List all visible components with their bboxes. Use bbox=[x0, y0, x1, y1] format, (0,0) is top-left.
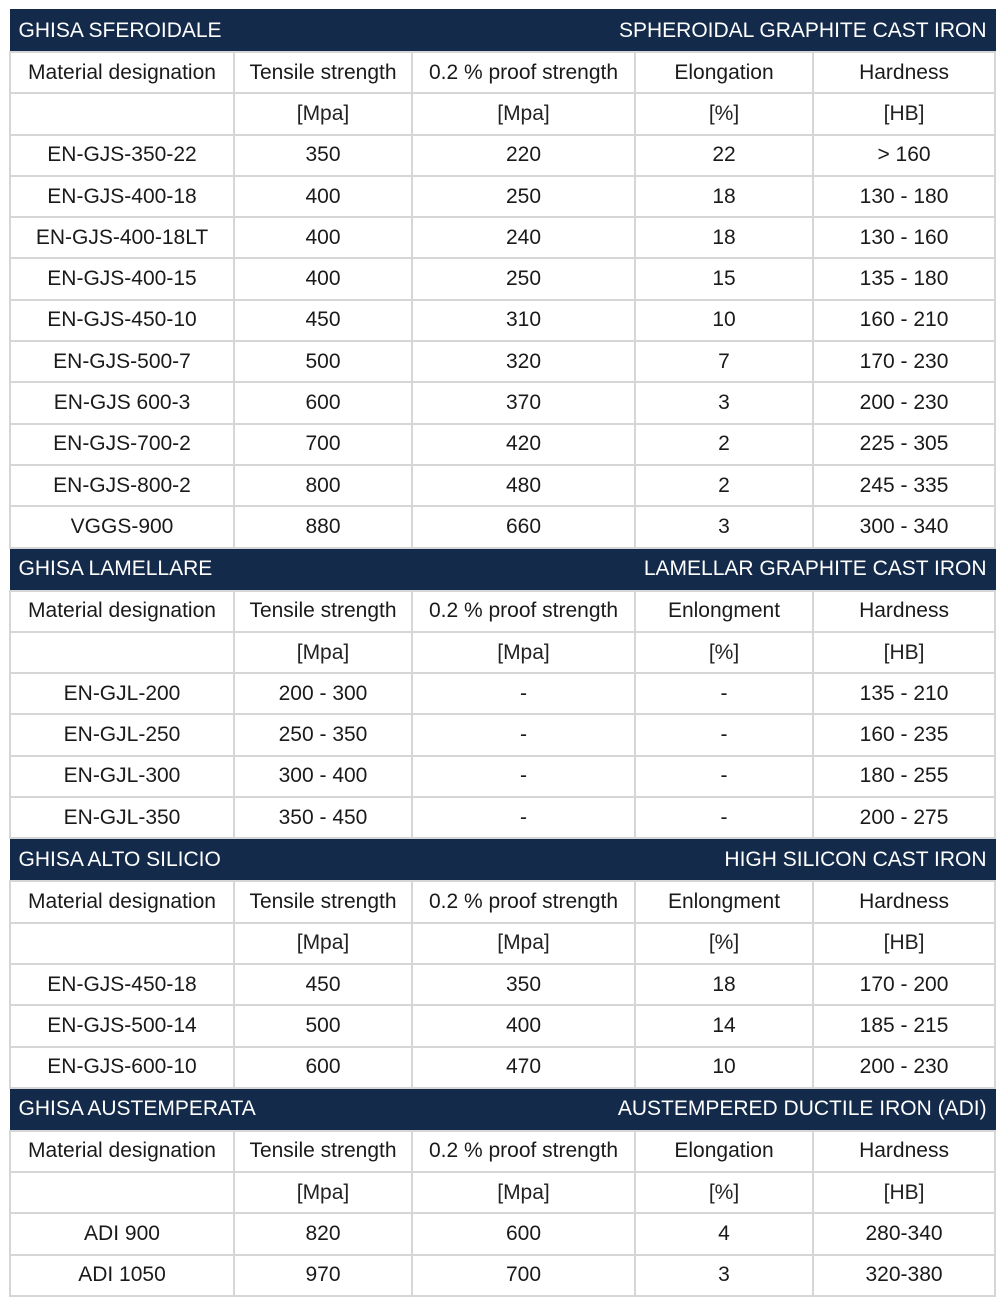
units-row bbox=[10, 923, 995, 964]
proof-strength-cell: 250 bbox=[412, 176, 635, 217]
tensile-strength-cell: 700 bbox=[234, 424, 412, 465]
material-designation-cell: EN-GJS-350-22 bbox=[10, 135, 234, 176]
column-header: 0.2 % proof strength bbox=[412, 881, 635, 922]
hardness-cell: 170 - 230 bbox=[813, 341, 995, 382]
section-header-band bbox=[10, 1088, 995, 1131]
elongation-cell: 2 bbox=[635, 424, 813, 465]
hardness-cell: 160 - 210 bbox=[813, 300, 995, 341]
column-header: Tensile strength bbox=[234, 1131, 412, 1172]
tensile-strength-cell: 400 bbox=[234, 258, 412, 299]
unit-cell bbox=[10, 93, 234, 134]
material-designation-cell: EN-GJS-800-2 bbox=[10, 465, 234, 506]
tensile-strength-cell: 820 bbox=[234, 1213, 412, 1254]
material-properties-sheet bbox=[9, 9, 994, 1297]
section-header-cell bbox=[10, 10, 995, 53]
unit-cell: [Mpa] bbox=[234, 632, 412, 673]
proof-strength-cell: 700 bbox=[412, 1255, 635, 1296]
column-header: Hardness bbox=[813, 52, 995, 93]
column-header: 0.2 % proof strength bbox=[412, 591, 635, 632]
material-designation-cell: EN-GJL-300 bbox=[10, 756, 234, 797]
section-title-italian: GHISA AUSTEMPERATA bbox=[18, 1097, 256, 1121]
proof-strength-cell: - bbox=[412, 756, 635, 797]
table-row bbox=[10, 673, 995, 714]
section-header-band bbox=[10, 548, 995, 591]
material-designation-cell: EN-GJS-600-10 bbox=[10, 1047, 234, 1088]
material-designation-cell: EN-GJS-400-18LT bbox=[10, 217, 234, 258]
column-header: Tensile strength bbox=[234, 52, 412, 93]
elongation-cell: 7 bbox=[635, 341, 813, 382]
unit-cell: [HB] bbox=[813, 93, 995, 134]
elongation-cell: 14 bbox=[635, 1005, 813, 1046]
column-header: Hardness bbox=[813, 591, 995, 632]
tensile-strength-cell: 500 bbox=[234, 341, 412, 382]
hardness-cell: 180 - 255 bbox=[813, 756, 995, 797]
column-header: 0.2 % proof strength bbox=[412, 52, 635, 93]
material-designation-cell: EN-GJL-200 bbox=[10, 673, 234, 714]
material-designation-cell: VGGS-900 bbox=[10, 506, 234, 547]
unit-cell: [Mpa] bbox=[412, 632, 635, 673]
section-header-cell bbox=[10, 548, 995, 591]
section-title-italian: GHISA LAMELLARE bbox=[18, 557, 213, 581]
table-row bbox=[10, 1213, 995, 1254]
unit-cell: [HB] bbox=[813, 632, 995, 673]
material-designation-cell: EN-GJS-400-18 bbox=[10, 176, 234, 217]
material-designation-cell: EN-GJS-500-14 bbox=[10, 1005, 234, 1046]
column-header: Elongation bbox=[635, 52, 813, 93]
proof-strength-cell: 370 bbox=[412, 382, 635, 423]
material-designation-cell: EN-GJL-350 bbox=[10, 797, 234, 838]
hardness-cell: 200 - 275 bbox=[813, 797, 995, 838]
column-header: Enlongment bbox=[635, 881, 813, 922]
column-header: Material designation bbox=[10, 881, 234, 922]
table-row bbox=[10, 506, 995, 547]
tensile-strength-cell: 250 - 350 bbox=[234, 714, 412, 755]
units-row bbox=[10, 93, 995, 134]
table-row bbox=[10, 382, 995, 423]
proof-strength-cell: - bbox=[412, 673, 635, 714]
hardness-cell: 280-340 bbox=[813, 1213, 995, 1254]
proof-strength-cell: 600 bbox=[412, 1213, 635, 1254]
section-title-italian: GHISA SFEROIDALE bbox=[18, 18, 222, 42]
table-row bbox=[10, 424, 995, 465]
hardness-cell: 320-380 bbox=[813, 1255, 995, 1296]
table-row bbox=[10, 1255, 995, 1296]
material-designation-cell: EN-GJS-400-15 bbox=[10, 258, 234, 299]
table-row bbox=[10, 964, 995, 1005]
table-row bbox=[10, 1005, 995, 1046]
hardness-cell: 130 - 160 bbox=[813, 217, 995, 258]
elongation-cell: 3 bbox=[635, 506, 813, 547]
tensile-strength-cell: 400 bbox=[234, 176, 412, 217]
table-row bbox=[10, 797, 995, 838]
column-header-row bbox=[10, 1131, 995, 1172]
section-title-italian: GHISA ALTO SILICIO bbox=[18, 847, 221, 871]
hardness-cell: 160 - 235 bbox=[813, 714, 995, 755]
unit-cell: [Mpa] bbox=[234, 1172, 412, 1213]
section-title-english: AUSTEMPERED DUCTILE IRON (ADI) bbox=[617, 1097, 987, 1121]
proof-strength-cell: 400 bbox=[412, 1005, 635, 1046]
proof-strength-cell: 320 bbox=[412, 341, 635, 382]
elongation-cell: 15 bbox=[635, 258, 813, 299]
elongation-cell: 4 bbox=[635, 1213, 813, 1254]
hardness-cell: 185 - 215 bbox=[813, 1005, 995, 1046]
material-designation-cell: EN-GJS-450-18 bbox=[10, 964, 234, 1005]
material-designation-cell: ADI 1050 bbox=[10, 1255, 234, 1296]
tensile-strength-cell: 970 bbox=[234, 1255, 412, 1296]
tensile-strength-cell: 600 bbox=[234, 1047, 412, 1088]
proof-strength-cell: 660 bbox=[412, 506, 635, 547]
tensile-strength-cell: 350 bbox=[234, 135, 412, 176]
tensile-strength-cell: 600 bbox=[234, 382, 412, 423]
column-header: Enlongment bbox=[635, 591, 813, 632]
elongation-cell: - bbox=[635, 714, 813, 755]
hardness-cell: 135 - 210 bbox=[813, 673, 995, 714]
material-designation-cell: EN-GJL-250 bbox=[10, 714, 234, 755]
proof-strength-cell: - bbox=[412, 797, 635, 838]
section-header-cell bbox=[10, 838, 995, 881]
tensile-strength-cell: 800 bbox=[234, 465, 412, 506]
proof-strength-cell: 310 bbox=[412, 300, 635, 341]
table-row bbox=[10, 217, 995, 258]
elongation-cell: 2 bbox=[635, 465, 813, 506]
proof-strength-cell: 470 bbox=[412, 1047, 635, 1088]
elongation-cell: 10 bbox=[635, 300, 813, 341]
tensile-strength-cell: 880 bbox=[234, 506, 412, 547]
unit-cell bbox=[10, 632, 234, 673]
elongation-cell: 3 bbox=[635, 1255, 813, 1296]
elongation-cell: 18 bbox=[635, 217, 813, 258]
section-header-band bbox=[10, 838, 995, 881]
table-row bbox=[10, 756, 995, 797]
hardness-cell: 135 - 180 bbox=[813, 258, 995, 299]
elongation-cell: 22 bbox=[635, 135, 813, 176]
section-title-english: SPHEROIDAL GRAPHITE CAST IRON bbox=[618, 18, 987, 42]
material-properties-table bbox=[9, 9, 996, 1297]
section-header-band bbox=[10, 10, 995, 53]
column-header: Material designation bbox=[10, 1131, 234, 1172]
hardness-cell: 225 - 305 bbox=[813, 424, 995, 465]
tensile-strength-cell: 500 bbox=[234, 1005, 412, 1046]
material-designation-cell: ADI 900 bbox=[10, 1213, 234, 1254]
column-header: 0.2 % proof strength bbox=[412, 1131, 635, 1172]
unit-cell bbox=[10, 923, 234, 964]
tensile-strength-cell: 300 - 400 bbox=[234, 756, 412, 797]
unit-cell: [Mpa] bbox=[412, 923, 635, 964]
proof-strength-cell: 220 bbox=[412, 135, 635, 176]
tensile-strength-cell: 350 - 450 bbox=[234, 797, 412, 838]
column-header: Material designation bbox=[10, 591, 234, 632]
proof-strength-cell: 240 bbox=[412, 217, 635, 258]
column-header-row bbox=[10, 52, 995, 93]
proof-strength-cell: 350 bbox=[412, 964, 635, 1005]
column-header: Elongation bbox=[635, 1131, 813, 1172]
table-row bbox=[10, 135, 995, 176]
elongation-cell: - bbox=[635, 756, 813, 797]
unit-cell bbox=[10, 1172, 234, 1213]
hardness-cell: 130 - 180 bbox=[813, 176, 995, 217]
proof-strength-cell: 420 bbox=[412, 424, 635, 465]
table-row bbox=[10, 176, 995, 217]
elongation-cell: 3 bbox=[635, 382, 813, 423]
table-row bbox=[10, 258, 995, 299]
unit-cell: [HB] bbox=[813, 923, 995, 964]
column-header: Tensile strength bbox=[234, 591, 412, 632]
column-header: Hardness bbox=[813, 1131, 995, 1172]
column-header: Tensile strength bbox=[234, 881, 412, 922]
column-header-row bbox=[10, 591, 995, 632]
column-header: Material designation bbox=[10, 52, 234, 93]
tensile-strength-cell: 450 bbox=[234, 300, 412, 341]
unit-cell: [%] bbox=[635, 632, 813, 673]
units-row bbox=[10, 1172, 995, 1213]
proof-strength-cell: 480 bbox=[412, 465, 635, 506]
elongation-cell: - bbox=[635, 673, 813, 714]
hardness-cell: > 160 bbox=[813, 135, 995, 176]
unit-cell: [%] bbox=[635, 93, 813, 134]
units-row bbox=[10, 632, 995, 673]
unit-cell: [Mpa] bbox=[412, 1172, 635, 1213]
unit-cell: [HB] bbox=[813, 1172, 995, 1213]
tensile-strength-cell: 400 bbox=[234, 217, 412, 258]
tensile-strength-cell: 450 bbox=[234, 964, 412, 1005]
material-designation-cell: EN-GJS-700-2 bbox=[10, 424, 234, 465]
elongation-cell: 18 bbox=[635, 176, 813, 217]
hardness-cell: 300 - 340 bbox=[813, 506, 995, 547]
hardness-cell: 200 - 230 bbox=[813, 382, 995, 423]
elongation-cell: 10 bbox=[635, 1047, 813, 1088]
unit-cell: [%] bbox=[635, 923, 813, 964]
column-header-row bbox=[10, 881, 995, 922]
section-title-english: LAMELLAR GRAPHITE CAST IRON bbox=[643, 557, 987, 581]
unit-cell: [Mpa] bbox=[412, 93, 635, 134]
hardness-cell: 245 - 335 bbox=[813, 465, 995, 506]
section-header-cell bbox=[10, 1088, 995, 1131]
column-header: Hardness bbox=[813, 881, 995, 922]
material-designation-cell: EN-GJS-450-10 bbox=[10, 300, 234, 341]
unit-cell: [Mpa] bbox=[234, 93, 412, 134]
table-row bbox=[10, 341, 995, 382]
material-designation-cell: EN-GJS 600-3 bbox=[10, 382, 234, 423]
unit-cell: [%] bbox=[635, 1172, 813, 1213]
tensile-strength-cell: 200 - 300 bbox=[234, 673, 412, 714]
unit-cell: [Mpa] bbox=[234, 923, 412, 964]
hardness-cell: 200 - 230 bbox=[813, 1047, 995, 1088]
elongation-cell: - bbox=[635, 797, 813, 838]
table-row bbox=[10, 300, 995, 341]
table-row bbox=[10, 1047, 995, 1088]
proof-strength-cell: - bbox=[412, 714, 635, 755]
table-row bbox=[10, 714, 995, 755]
elongation-cell: 18 bbox=[635, 964, 813, 1005]
section-title-english: HIGH SILICON CAST IRON bbox=[724, 847, 987, 871]
proof-strength-cell: 250 bbox=[412, 258, 635, 299]
material-designation-cell: EN-GJS-500-7 bbox=[10, 341, 234, 382]
table-row bbox=[10, 465, 995, 506]
hardness-cell: 170 - 200 bbox=[813, 964, 995, 1005]
